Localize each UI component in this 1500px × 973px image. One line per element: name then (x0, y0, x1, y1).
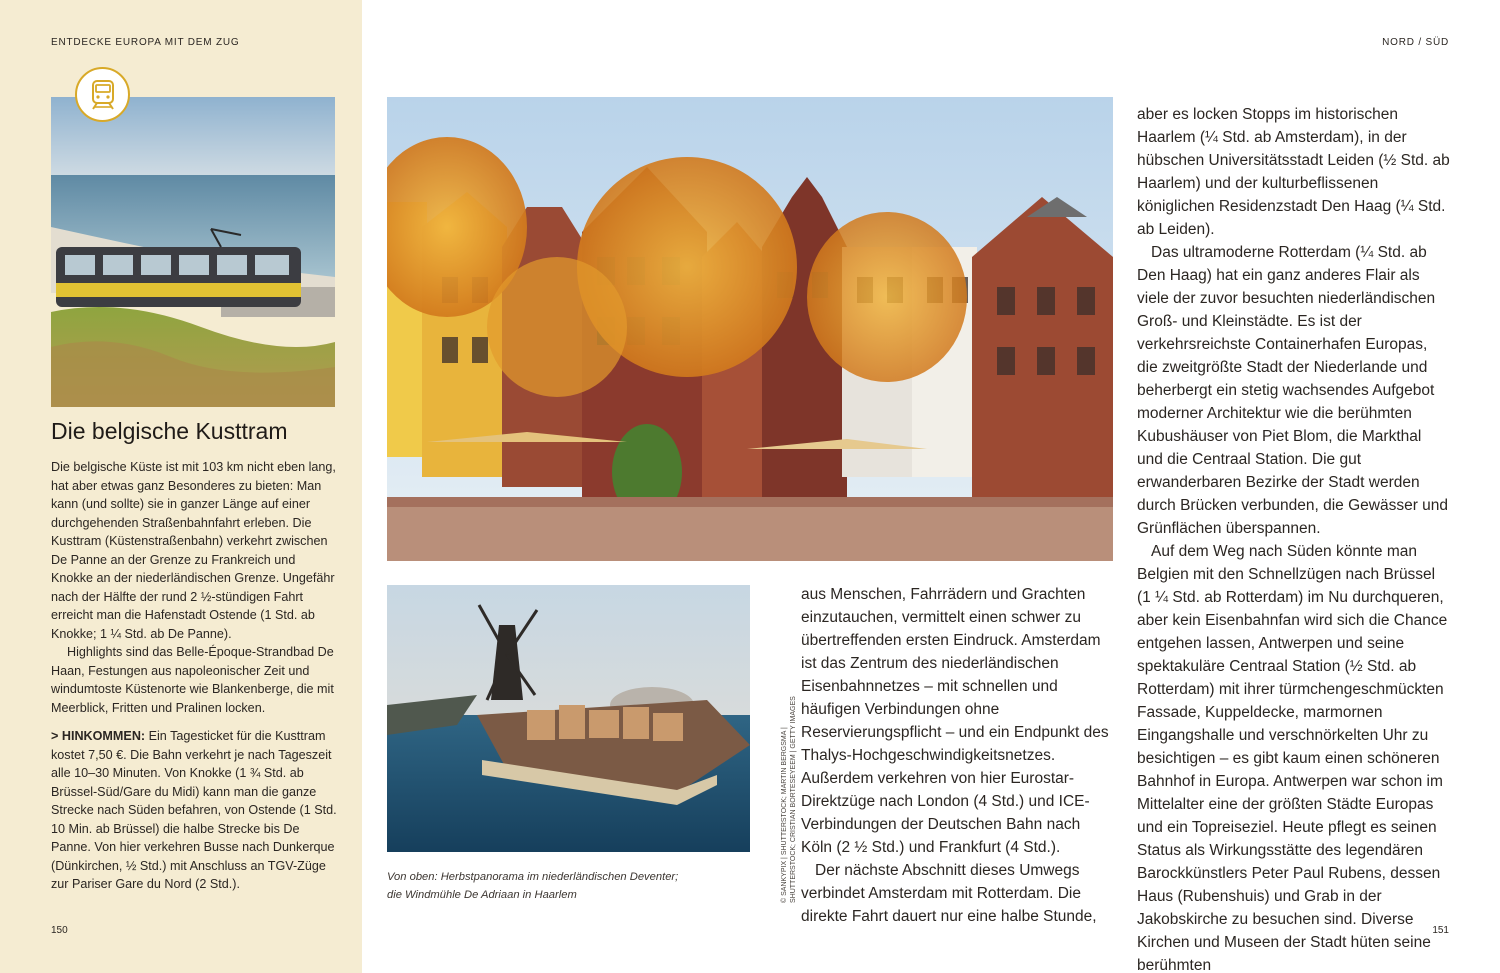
page-number-left: 150 (51, 925, 68, 936)
hinkommen-label: > HINKOMMEN: (51, 729, 146, 743)
photo-kusttram (51, 97, 335, 407)
right-paragraph-2: Das ultramoderne Rotterdam (¼ Std. ab Den Haag) hat ein ganz anderes Flair als viele der zuvor besuchten niederländischen Groß- und Kleinstädte. Es ist der verkehrsreichste Containerhafen Europas, die zweitgrößte Stadt der Niederlande und beherbergt ein stetig wachsendes Aufgebot moderner Architektur wie die berühmten Kubushäuser von Piet Blom, die Markthal und die Centraal Station. Die gut erwanderbaren Bezirke der Stadt werden durch Brücken verbunden, die Gewässer und Grünflächen überspannen. (1137, 244, 1449, 537)
text-column-middle (801, 583, 1113, 928)
mid-paragraph-2: Der nächste Abschnitt dieses Umwegs verbindet Amsterdam mit Rotterdam. Die direkte Fahrt dauert nur eine halbe Stunde, (801, 862, 1097, 925)
mid-paragraph-1: aus Menschen, Fahrrädern und Grachten einzutauchen, vermittelt einen schwer zu übertreffenden ersten Eindruck. Amsterdam ist das Zentrum des niederländischen Eisenbahnnetzes – mit schnellen und häufigen Verbindungen ohne Reservierungspflicht – und ein Endpunkt des Thalys-Hochgeschwindigkeitsnetzes. Außerdem verkehren von hier Eurostar-Direktzüge nach London (4 Std.) und ICE-Verbindungen der Deutschen Bahn nach Köln (2 ½ Std.) und Frankfurt (4 Std.). (801, 586, 1109, 856)
train-icon (88, 78, 118, 112)
box-paragraph-3 (51, 727, 339, 894)
photo-haarlem-windmill (387, 585, 750, 852)
credit-line-2: SHUTTERSTOCK; CRISTIAN BORTESEYEEM | GETTY IMAGES (789, 696, 797, 903)
train-badge (75, 67, 130, 122)
running-head-left: ENTDECKE EUROPA MIT DEM ZUG (51, 37, 240, 48)
running-head-right: NORD / SÜD (1382, 37, 1449, 48)
box-title: Die belgische Kusttram (51, 418, 288, 444)
caption-line-2: die Windmühle De Adriaan in Haarlem (387, 888, 577, 901)
box-text (51, 458, 339, 894)
photo-deventer (387, 97, 1113, 561)
credit-line-1: © SANKYPIX | SHUTTERSTOCK; MARTIN BERGSMA | (781, 727, 788, 903)
page-number-right: 151 (1432, 925, 1449, 936)
right-paragraph-3: Auf dem Weg nach Süden könnte man Belgien mit den Schnellzügen nach Brüssel (1 ¼ Std. ab Rotterdam) im Nu durchqueren, aber kein Eisenbahnfan wird sich die Chance entgehen lassen, Antwerpen und seine spektakuläre Centraal Station (½ Std. ab Rotterdam) mit ihrer türmchengeschmückten Fassade, Kuppeldecke, marmornen Eingangshalle und verschnörkelten Uhr zu besichtigen – es gibt kaum einen schöneren Bahnhof in Europa. Antwerpen war schon im Mittelalter eine der größten Städte Europas und ein Topreiseziel. Heute pflegt es seinen Status als Wirkungsstätte des legendären Barockkünstlers Peter Paul Rubens, dessen Haus (Rubenshuis) und Grab in der Jakobskirche zu besuchen sind. Diverse Kirchen und Museen der Stadt hüten seine berühmten (1137, 543, 1448, 973)
box-paragraph-1: Die belgische Küste ist mit 103 km nicht eben lang, hat aber etwas ganz Besonderes zu bieten: Man kann (und sollte) sie in ganzer Länge auf einer durchgehenden Straßenbahnfahrt erleben. Die Kusttram (Küstenstraßenbahn) verkehrt zwischen De Panne an der Grenze zu Frankreich und Knokke an der niederländischen Grenze. Ungefähr nach der Hälfte der rund 2 ½-stündigen Fahrt erreicht man die Hafenstadt Ostende (1 Std. ab Knokke; 1 ¼ Std. ab De Panne). (51, 460, 336, 641)
photo-credit (781, 683, 798, 903)
box-paragraph-2: Highlights sind das Belle-Époque-Strandbad De Haan, Festungen aus napoleonischer Zeit und windumtoste Küstenorte wie Blankenberge, die mit Meerblick, Fritten und Pralinen locken. (51, 645, 334, 715)
caption-line-1: Von oben: Herbstpanorama im niederländischen Deventer; (387, 871, 679, 883)
hinkommen-text: Ein Tagesticket für die Kusttram kostet 7,50 €. Die Bahn verkehrt je nach Tageszeit alle 10–30 Minuten. Von Knokke (1 ¾ Std. ab Brüssel-Süd/Gare du Midi) kann man die ganze Strecke nach Süden befahren, von Ostende (1 Std. 10 Min. ab Brüssel) die halbe Strecke bis De Panne. Von hier verkehren Busse nach Dunkerque (Dünkirchen, ½ Std.) mit Anschluss an TGV-Züge zur Pariser Gare du Nord (2 Std.). (51, 729, 337, 891)
photo-caption (387, 869, 737, 904)
text-column-right (1137, 103, 1451, 973)
right-paragraph-1: aber es locken Stopps im historischen Haarlem (¼ Std. ab Amsterdam), in der hübschen Universitätsstadt Leiden (½ Std. ab Haarlem) und der kulturbeflissenen königlichen Residenzstadt Den Haag (¼ Std. ab Leiden). (1137, 106, 1450, 238)
